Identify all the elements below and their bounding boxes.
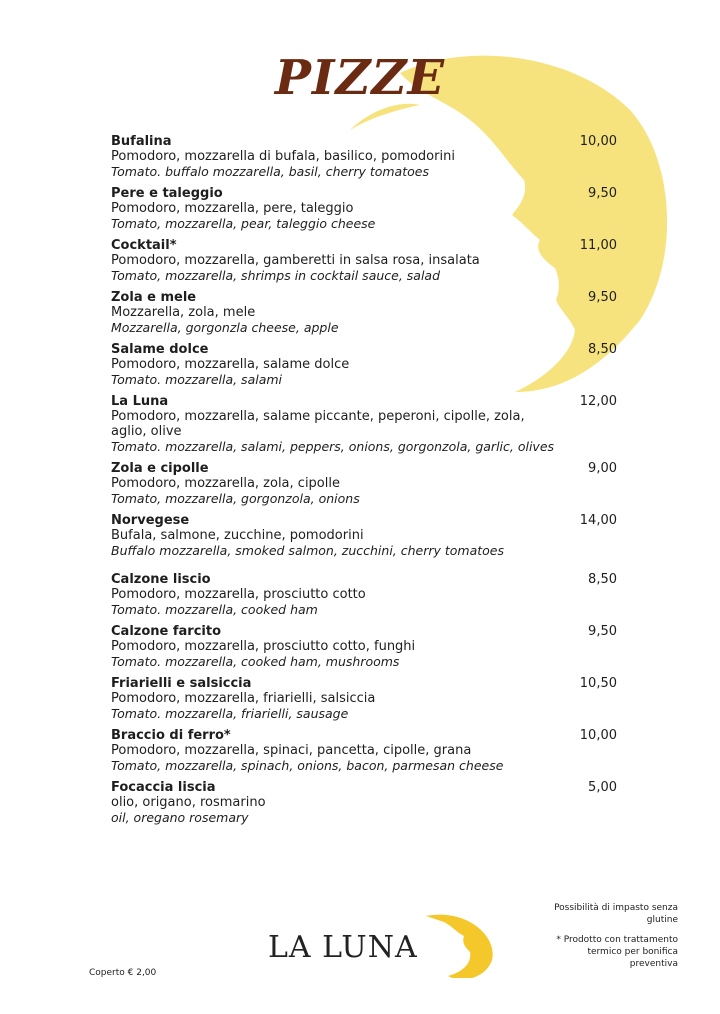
menu-item-name: La Luna (111, 394, 169, 409)
menu-item-name: Calzone farcito (111, 624, 222, 639)
menu-item-translation: Buffalo mozzarella, smoked salmon, zucchini, cherry tomatoes (111, 543, 505, 558)
menu-item (111, 676, 617, 721)
menu-item-price: 9,50 (588, 290, 617, 305)
menu-item-price: 9,50 (588, 624, 617, 639)
menu-item (111, 342, 617, 387)
menu-item-description: Pomodoro, mozzarella, prosciutto cotto (111, 587, 366, 602)
menu-item-description: Pomodoro, mozzarella, friarielli, salsiccia (111, 691, 376, 706)
menu-item-translation: Mozzarella, gorgonzla cheese, apple (111, 320, 339, 335)
menu-item-price: 9,50 (588, 186, 617, 201)
menu-item (111, 513, 617, 558)
menu-item (111, 290, 617, 335)
menu-item-description: Pomodoro, mozzarella, gamberetti in salsa rosa, insalata (111, 253, 480, 268)
gluten-free-note: Possibilità di impasto senza glutine (554, 903, 678, 925)
menu-item-name: Calzone liscio (111, 572, 211, 587)
menu-item-translation: Tomato, mozzarella, pear, taleggio cheese (111, 216, 376, 231)
menu-item-description: Mozzarella, zola, mele (111, 305, 256, 320)
menu-item-name: Salame dolce (111, 342, 209, 357)
menu-item-name: Zola e mele (111, 290, 197, 305)
menu-item-price: 8,50 (588, 572, 617, 587)
menu-item-description: olio, origano, rosmarino (111, 795, 266, 810)
menu-item-name: Zola e cipolle (111, 461, 209, 476)
menu-item-price: 11,00 (579, 238, 617, 253)
menu-item-price: 12,00 (579, 394, 617, 409)
footer-notes (548, 902, 678, 970)
page-title: PIZZE (274, 50, 446, 106)
menu-item-description: Pomodoro, mozzarella, zola, cipolle (111, 476, 340, 491)
menu-item (111, 394, 617, 454)
menu-item (111, 461, 617, 506)
menu-item (111, 780, 617, 825)
menu-item-description: Pomodoro, mozzarella di bufala, basilico, pomodorini (111, 149, 455, 164)
menu-item-description: Pomodoro, mozzarella, salame piccante, peperoni, cipolle, zola, aglio, olive (111, 409, 525, 439)
menu-item-translation: Tomato. mozzarella, friarielli, sausage (111, 706, 349, 721)
menu-item-description: Pomodoro, mozzarella, pere, taleggio (111, 201, 354, 216)
menu-item-name: Friarielli e salsiccia (111, 676, 252, 691)
frozen-product-note: * Prodotto con trattamento termico per bonifica preventiva (556, 935, 678, 969)
menu-item-name: Cocktail* (111, 238, 177, 253)
menu-item (111, 238, 617, 283)
menu-item-price: 5,00 (588, 780, 617, 795)
menu-item-translation: Tomato. mozzarella, salami (111, 372, 283, 387)
menu-item (111, 624, 617, 669)
pizza-menu-list (111, 134, 617, 825)
menu-item-translation: Tomato. buffalo mozzarella, basil, cherry tomatoes (111, 164, 429, 179)
menu-item-name: Norvegese (111, 513, 190, 528)
menu-item (111, 134, 617, 179)
menu-item-price: 10,00 (579, 728, 617, 743)
menu-item-name: Focaccia liscia (111, 780, 216, 795)
menu-item-translation: Tomato. mozzarella, cooked ham, mushrooms (111, 654, 400, 669)
menu-item-price: 9,00 (588, 461, 617, 476)
menu-item-name: Pere e taleggio (111, 186, 223, 201)
menu-item-name: Bufalina (111, 134, 172, 149)
menu-item-description: Bufala, salmone, zucchine, pomodorini (111, 528, 364, 543)
menu-item-translation: oil, oregano rosemary (111, 810, 249, 825)
menu-item-description: Pomodoro, mozzarella, prosciutto cotto, funghi (111, 639, 416, 654)
menu-item-translation: Tomato, mozzarella, spinach, onions, bacon, parmesan cheese (111, 758, 504, 773)
menu-item (111, 186, 617, 231)
cover-charge: Coperto € 2,00 (89, 968, 157, 978)
menu-item (111, 728, 617, 773)
menu-item-price: 10,00 (579, 134, 617, 149)
menu-item-price: 8,50 (588, 342, 617, 357)
menu-item-price: 10,50 (579, 676, 617, 691)
menu-item-description: Pomodoro, mozzarella, spinaci, pancetta, cipolle, grana (111, 743, 472, 758)
menu-item-translation: Tomato. mozzarella, cooked ham (111, 602, 318, 617)
menu-item-price: 14,00 (579, 513, 617, 528)
logo-text: LA LUNA (268, 930, 418, 965)
la-luna-logo (266, 912, 496, 978)
menu-item-name: Braccio di ferro* (111, 728, 231, 743)
menu-item-description: Pomodoro, mozzarella, salame dolce (111, 357, 350, 372)
menu-item-translation: Tomato, mozzarella, shrimps in cocktail sauce, salad (111, 268, 441, 283)
menu-item-translation: Tomato. mozzarella, salami, peppers, onions, gorgonzola, garlic, olives (111, 439, 555, 454)
menu-item (111, 572, 617, 617)
menu-item-translation: Tomato, mozzarella, gorgonzola, onions (111, 491, 360, 506)
